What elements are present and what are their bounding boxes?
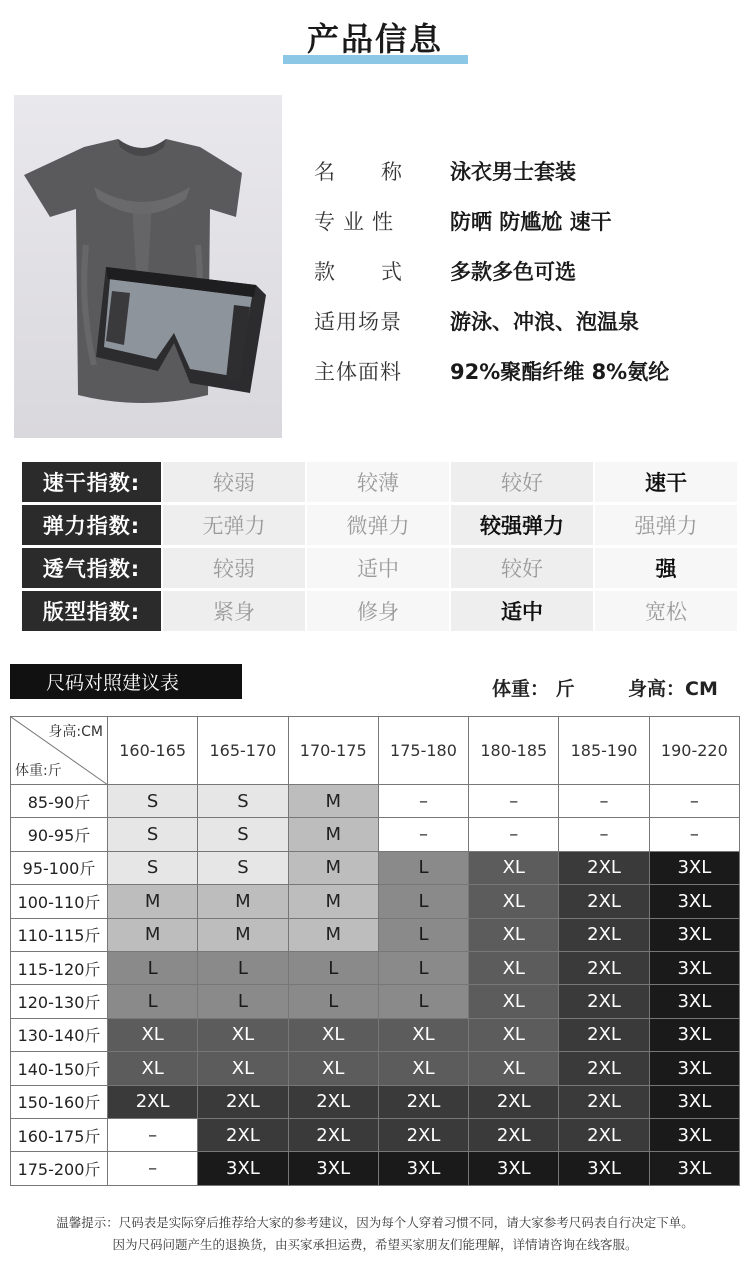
size-cell: M [108,885,198,918]
size-cell: XL [378,1052,468,1085]
size-cell: 3XL [559,1152,649,1185]
note-line: 因为尺码问题产生的退换货，由买家承担运费，希望买家朋友们能理解，详情请咨询在线客服。 [112,1237,638,1252]
corner-cell [11,717,108,785]
size-cell: 2XL [198,1085,288,1118]
index-option-selected: 适中 [451,591,593,631]
weight-header: 90-95斤 [11,818,108,851]
index-row [22,591,742,631]
size-cell: L [108,951,198,984]
size-cell: L [108,985,198,1018]
size-cell: – [559,785,649,818]
size-cell: 3XL [649,851,739,884]
size-cell: – [108,1152,198,1185]
size-cell: 2XL [378,1118,468,1151]
size-cell: S [108,785,198,818]
index-option-selected: 速干 [595,462,737,502]
table-row [11,951,740,984]
height-header: 185-190 [559,717,649,785]
size-cell: 3XL [198,1152,288,1185]
unit-height-label: 身高：CM [628,678,718,700]
index-label: 速干指数: [22,462,161,502]
index-option-selected: 强 [595,548,737,588]
info-value: 防晒 防尴尬 速干 [450,210,612,234]
size-cell: XL [469,1018,559,1051]
size-cell: M [288,785,378,818]
info-row-style [314,246,734,296]
weight-header: 115-120斤 [11,951,108,984]
size-cell: 2XL [559,851,649,884]
index-option: 较弱 [163,462,305,502]
info-label: 款式 [314,260,448,284]
height-header: 165-170 [198,717,288,785]
index-option: 较好 [451,548,593,588]
height-header: 190-220 [649,717,739,785]
size-cell: 2XL [108,1085,198,1118]
weight-header: 140-150斤 [11,1052,108,1085]
size-cell: M [288,885,378,918]
height-header: 160-165 [108,717,198,785]
size-cell: L [378,951,468,984]
index-label: 版型指数: [22,591,161,631]
size-cell: – [108,1118,198,1151]
weight-header: 150-160斤 [11,1085,108,1118]
info-value: 92%聚酯纤维 8%氨纶 [450,360,670,384]
size-cell: 2XL [559,951,649,984]
index-label: 透气指数: [22,548,161,588]
size-cell: – [649,785,739,818]
size-cell: 2XL [559,885,649,918]
size-cell: S [198,851,288,884]
size-cell: 2XL [559,1085,649,1118]
weight-header: 120-130斤 [11,985,108,1018]
weight-header: 100-110斤 [11,885,108,918]
size-cell: S [108,851,198,884]
page-title: 产品信息 [306,20,443,58]
size-cell: 3XL [649,918,739,951]
size-cell: 2XL [559,918,649,951]
size-cell: XL [108,1018,198,1051]
info-row-name [314,146,734,196]
size-cell: 3XL [649,1152,739,1185]
size-chart-title: 尺码对照建议表 [10,664,242,699]
size-cell: S [108,818,198,851]
index-option: 无弹力 [163,505,305,545]
size-cell: 3XL [649,1085,739,1118]
size-cell: 2XL [469,1085,559,1118]
size-cell: L [288,951,378,984]
size-cell: 2XL [288,1085,378,1118]
size-cell: M [288,818,378,851]
info-row-feature [314,196,734,246]
index-option: 紧身 [163,591,305,631]
corner-weight-label: 体重:斤 [15,763,62,779]
size-cell: XL [108,1052,198,1085]
product-index-table [22,462,742,634]
weight-header: 95-100斤 [11,851,108,884]
size-cell: 2XL [559,985,649,1018]
weight-header: 85-90斤 [11,785,108,818]
size-cell: 3XL [649,885,739,918]
size-cell: XL [288,1052,378,1085]
table-row [11,1085,740,1118]
index-option: 强弹力 [595,505,737,545]
size-cell: 3XL [649,1052,739,1085]
height-header: 180-185 [469,717,559,785]
size-cell: – [649,818,739,851]
size-cell: L [288,985,378,1018]
table-row [11,885,740,918]
table-row [11,1118,740,1151]
size-cell: XL [288,1018,378,1051]
index-option-selected: 较强弹力 [451,505,593,545]
size-chart-header-row [11,717,740,785]
size-cell: 2XL [559,1118,649,1151]
info-value: 多款多色可选 [450,260,576,284]
index-row [22,505,742,545]
info-label: 专业性 [314,210,401,234]
size-cell: XL [378,1018,468,1051]
size-cell: 3XL [649,985,739,1018]
size-cell: L [378,985,468,1018]
table-row [11,1052,740,1085]
size-cell: M [288,851,378,884]
index-option: 较好 [451,462,593,502]
index-label: 弹力指数: [22,505,161,545]
size-cell: L [198,985,288,1018]
size-cell: 3XL [649,951,739,984]
table-row [11,1152,740,1185]
size-cell: S [198,818,288,851]
index-option: 修身 [307,591,449,631]
size-cell: XL [469,951,559,984]
size-cell: – [559,818,649,851]
table-row [11,851,740,884]
size-cell: 3XL [288,1152,378,1185]
header [0,0,750,80]
index-row [22,548,742,588]
index-option: 微弹力 [307,505,449,545]
size-cell: 3XL [649,1018,739,1051]
size-cell: 3XL [378,1152,468,1185]
size-cell: – [378,785,468,818]
info-label: 适用场景 [314,310,402,334]
product-info-list [314,146,734,396]
size-cell: XL [469,1052,559,1085]
size-cell: 2XL [198,1118,288,1151]
table-row [11,985,740,1018]
swimwear-set-illustration [14,95,282,438]
table-row [11,1018,740,1051]
size-note [0,1212,750,1256]
info-row-scenario [314,296,734,346]
unit-weight-label: 体重： 斤 [492,678,575,700]
note-line: 温馨提示：尺码表是实际穿后推荐给大家的参考建议，因为每个人穿着习惯不同，请大家参考尺码表自行决定下单。 [56,1215,694,1230]
size-cell: 2XL [559,1018,649,1051]
size-cell: – [378,818,468,851]
size-chart-table [10,716,740,1186]
weight-header: 110-115斤 [11,918,108,951]
size-cell: M [288,918,378,951]
table-row [11,818,740,851]
size-cell: S [198,785,288,818]
info-label: 名称 [314,160,448,184]
size-cell: 2XL [559,1052,649,1085]
size-cell: XL [469,918,559,951]
info-row-fabric [314,346,734,396]
weight-header: 160-175斤 [11,1118,108,1151]
index-option: 宽松 [595,591,737,631]
size-cell: 3XL [469,1152,559,1185]
product-photo [14,95,282,438]
size-cell: 3XL [649,1118,739,1151]
size-cell: XL [198,1052,288,1085]
size-cell: XL [469,851,559,884]
size-cell: – [469,785,559,818]
height-header: 175-180 [378,717,468,785]
size-cell: M [198,885,288,918]
corner-height-label: 身高:CM [48,724,103,740]
size-cell: – [469,818,559,851]
size-cell: 2XL [288,1118,378,1151]
index-option: 较薄 [307,462,449,502]
size-cell: XL [469,985,559,1018]
height-header: 170-175 [288,717,378,785]
info-value: 泳衣男士套装 [450,160,576,184]
weight-header: 175-200斤 [11,1152,108,1185]
size-cell: XL [469,885,559,918]
size-cell: 2XL [469,1118,559,1151]
size-cell: L [378,885,468,918]
size-cell: M [198,918,288,951]
index-option: 适中 [307,548,449,588]
index-option: 较弱 [163,548,305,588]
index-row [22,462,742,502]
info-label: 主体面料 [314,360,402,384]
size-cell: L [378,918,468,951]
info-value: 游泳、冲浪、泡温泉 [450,310,639,334]
size-cell: L [198,951,288,984]
weight-header: 130-140斤 [11,1018,108,1051]
table-row [11,918,740,951]
size-cell: 2XL [378,1085,468,1118]
size-cell: L [378,851,468,884]
size-cell: M [108,918,198,951]
size-cell: XL [198,1018,288,1051]
table-row [11,785,740,818]
